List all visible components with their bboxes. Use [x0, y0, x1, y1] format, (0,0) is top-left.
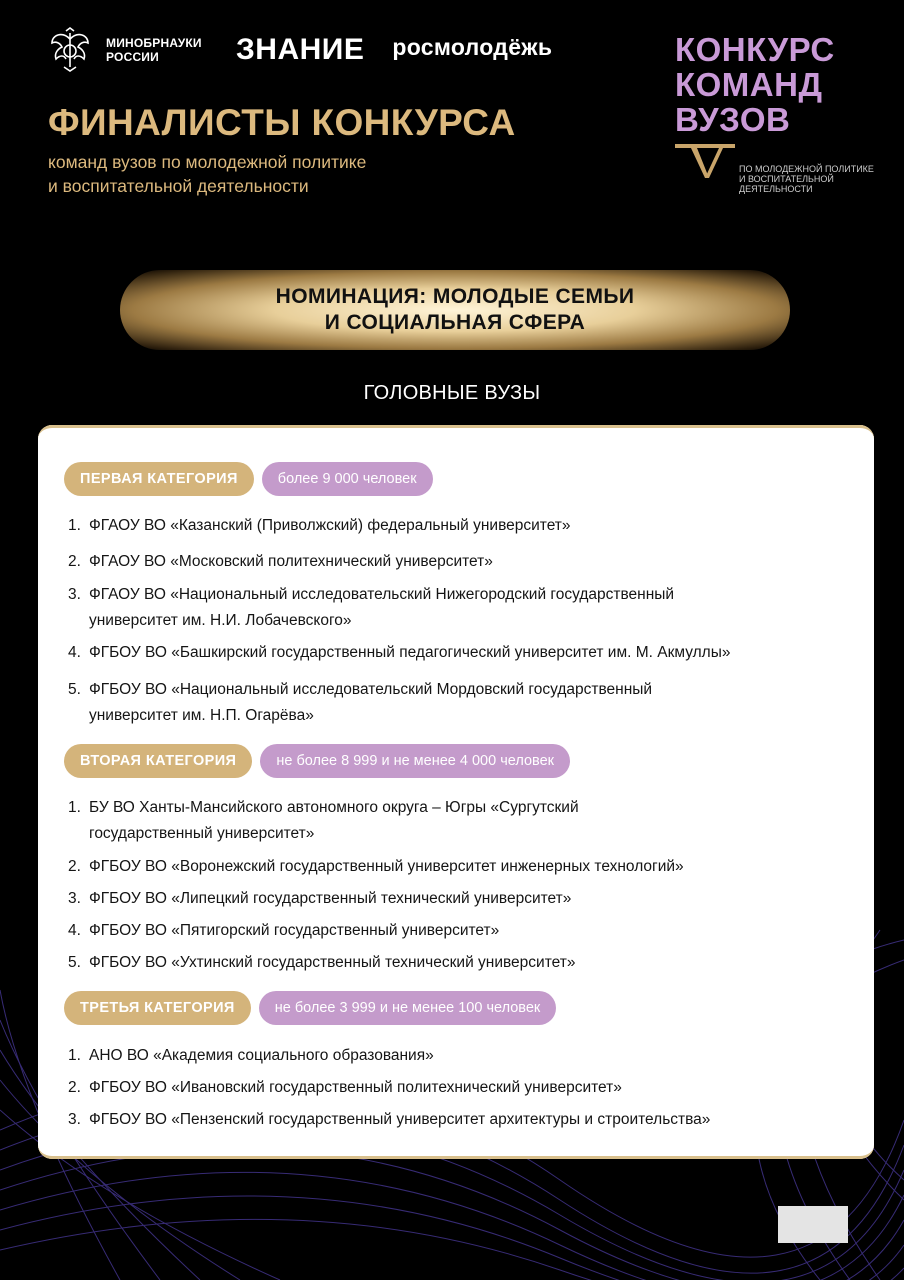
item-number: 3.: [68, 1111, 81, 1128]
contest-logo-line-2: КОМАНД: [675, 66, 823, 103]
contest-logo-caption: [739, 164, 879, 194]
coat-of-arms-icon: [48, 27, 92, 73]
category-header: [64, 991, 556, 1025]
page-title: ФИНАЛИСТЫ КОНКУРСА: [48, 102, 516, 143]
category-header: [64, 744, 570, 778]
item-number: 2.: [68, 858, 81, 875]
category-size: не более 8 999 и не менее 4 000 человек: [260, 744, 570, 778]
list-item: [68, 950, 575, 976]
contest-logo-line-3: ВУЗОВ: [675, 101, 791, 138]
znanie-logo: ЗНАНИЕ: [236, 33, 365, 66]
list-item: [68, 1075, 622, 1101]
list-item: [68, 640, 730, 666]
finalists-card: [38, 425, 874, 1159]
list-item: [68, 854, 684, 880]
list-item: [68, 1107, 710, 1133]
item-number: 4.: [68, 644, 81, 661]
category-label: ВТОРАЯ КАТЕГОРИЯ: [64, 744, 252, 778]
list-item: [68, 795, 579, 847]
item-number: 3.: [68, 586, 81, 603]
item-text: ФГБОУ ВО «Ивановский государственный политехнический университет»: [89, 1079, 622, 1096]
ministry-line-1: МИНОБРНАУКИ: [106, 36, 202, 50]
item-number: 2.: [68, 1079, 81, 1096]
list-item: [68, 582, 674, 634]
category-size: более 9 000 человек: [262, 462, 433, 496]
rosmolodezh-logo: росмолодёжь: [392, 33, 553, 60]
ministry-line-2: РОССИИ: [106, 50, 159, 64]
item-text: ФГБОУ ВО «Башкирский государственный педагогический университет им. М. Акмуллы»: [89, 644, 731, 661]
finalists-card-body: [38, 425, 874, 1159]
item-text: ФГБОУ ВО «Пятигорский государственный университет»: [89, 922, 500, 939]
item-text-continued: государственный университет»: [89, 825, 315, 842]
nomination-line-2: И СОЦИАЛЬНАЯ СФЕРА: [324, 311, 586, 334]
list-item: [68, 513, 571, 539]
item-number: 5.: [68, 681, 81, 698]
section-heading: ГОЛОВНЫЕ ВУЗЫ: [363, 382, 541, 404]
item-number: 3.: [68, 890, 81, 907]
page-subtitle: [48, 150, 366, 198]
nomination-banner: [120, 270, 790, 350]
placeholder-box: [778, 1206, 848, 1243]
item-number: 2.: [68, 553, 81, 570]
item-number: 5.: [68, 954, 81, 971]
contest-caption-line-1: ПО МОЛОДЕЖНОЙ ПОЛИТИКЕ: [739, 164, 874, 174]
item-text-continued: университет им. Н.И. Лобачевского»: [89, 612, 352, 629]
list-item: [68, 549, 493, 575]
subtitle-line-2: и воспитательной деятельности: [48, 176, 309, 196]
contest-logo-line-1: КОНКУРС: [675, 31, 835, 68]
item-number: 4.: [68, 922, 81, 939]
category-size: не более 3 999 и не менее 100 человек: [259, 991, 557, 1025]
list-item: [68, 677, 652, 729]
item-text: ФГБОУ ВО «Воронежский государственный университет инженерных технологий»: [89, 858, 684, 875]
list-item: [68, 886, 571, 912]
header-logos: [48, 26, 552, 74]
item-text: ФГБОУ ВО «Липецкий государственный технический университет»: [89, 890, 572, 907]
list-item: [68, 918, 499, 944]
category-label: ПЕРВАЯ КАТЕГОРИЯ: [64, 462, 254, 496]
contest-caption-line-3: ДЕЯТЕЛЬНОСТИ: [739, 184, 813, 194]
item-text: АНО ВО «Академия социального образования»: [89, 1047, 434, 1064]
nomination-line-1: НОМИНАЦИЯ: МОЛОДЫЕ СЕМЬИ: [275, 285, 635, 308]
contest-mark-icon: [675, 144, 735, 180]
contest-caption-line-2: И ВОСПИТАТЕЛЬНОЙ: [739, 174, 834, 184]
category-label: ТРЕТЬЯ КАТЕГОРИЯ: [64, 991, 251, 1025]
ministry-logo-text: [106, 36, 216, 64]
item-number: 1.: [68, 1047, 81, 1064]
item-text: ФГБОУ ВО «Пензенский государственный университет архитектуры и строительства»: [89, 1111, 711, 1128]
item-text-continued: университет им. Н.П. Огарёва»: [89, 707, 314, 724]
item-text: ФГАОУ ВО «Национальный исследовательский Нижегородский государственный: [89, 586, 675, 603]
item-number: 1.: [68, 517, 81, 534]
item-text: ФГБОУ ВО «Национальный исследовательский Мордовский государственный: [89, 681, 653, 698]
item-text: ФГАОУ ВО «Московский политехнический университет»: [89, 553, 493, 570]
list-item: [68, 1043, 434, 1069]
subtitle-line-1: команд вузов по молодежной политике: [48, 152, 367, 172]
item-text: БУ ВО Ханты-Мансийского автономного округа – Югры «Сургутский: [89, 799, 579, 816]
item-text: ФГБОУ ВО «Ухтинский государственный технический университет»: [89, 954, 576, 971]
item-text: ФГАОУ ВО «Казанский (Приволжский) федеральный университет»: [89, 517, 571, 534]
category-header: [64, 462, 433, 496]
item-number: 1.: [68, 799, 81, 816]
contest-logo: [675, 32, 875, 202]
